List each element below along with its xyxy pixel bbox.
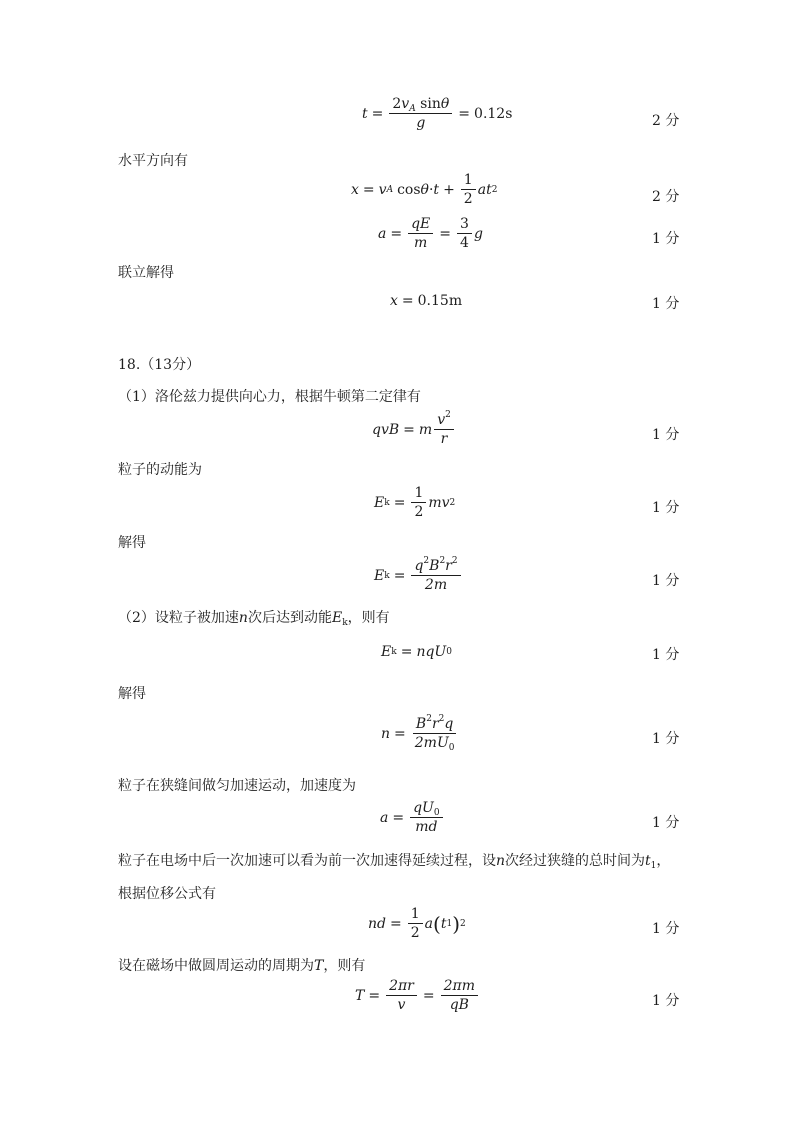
fraction: $\frac{2v_A \sin\theta}{g}$	[389, 96, 452, 131]
text-line: （1）洛伦兹力提供向心力，根据牛顿第二定律有	[118, 389, 421, 405]
equation-acceleration: a = $\frac{qE}{m}$ = $\frac{3}{4}$ g	[378, 216, 483, 251]
score: 1 分	[652, 921, 680, 937]
score: 1 分	[652, 296, 680, 312]
equation-slit-acceleration: a = $\frac{qU_0}{md}$	[380, 800, 445, 835]
equation-kinetic: E k = $\frac{1}{2}$ mv 2	[374, 485, 456, 520]
text-line: 根据位移公式有	[118, 886, 216, 902]
equation-x-result: x = 0.15m	[390, 293, 463, 309]
equation-displacement: nd = $\frac{1}{2}$ a ( t 1 ) 2	[368, 906, 466, 941]
score: 1 分	[652, 573, 680, 589]
text-line: 联立解得	[118, 265, 174, 281]
equation-lorentz: qvB = m $\frac{v^2}{r}$	[372, 412, 456, 447]
text-line: 水平方向有	[118, 153, 188, 169]
text-line: （2）设粒子被加速n次后达到动能$E_k$，则有	[118, 610, 390, 628]
equation-period: T = $\frac{2\pi r}{v}$ = $\frac{2\pi m}{qB}$	[355, 978, 480, 1013]
equation-energy-gain: E k = nqU 0	[381, 644, 452, 660]
text-line: 设在磁场中做圆周运动的周期为T，则有	[118, 958, 366, 974]
score: 1 分	[652, 500, 680, 516]
text-line: 解得	[118, 686, 146, 702]
score: 2 分	[652, 113, 680, 129]
text-line: 粒子在电场中后一次加速可以看为前一次加速得延续过程，设n次经过狭缝的总时间为$t_1$，	[118, 853, 671, 871]
score: 1 分	[652, 731, 680, 747]
equation-n-result: n = $\frac{B^2r^2q}{2mU_0}$	[381, 714, 455, 753]
text-line: 粒子的动能为	[118, 462, 202, 478]
score: 1 分	[652, 231, 680, 247]
equation-flight-time: t = $\frac{2v_A \sin\theta}{g}$ = 0.12s	[362, 96, 513, 131]
score: 1 分	[652, 647, 680, 663]
text-line: 解得	[118, 535, 146, 551]
score: 1 分	[652, 815, 680, 831]
equation-horizontal-displacement: x = v A cos θ · t + $\frac{1}{2}$ at 2	[351, 172, 498, 207]
question-header: 18.（13分）	[118, 357, 201, 373]
score: 1 分	[652, 427, 680, 443]
text-line: 粒子在狭缝间做匀加速运动，加速度为	[118, 778, 356, 794]
score: 2 分	[652, 189, 680, 205]
score: 1 分	[652, 993, 680, 1009]
equation-kinetic-result: E k = $\frac{q^2B^2r^2}{2m}$	[374, 558, 463, 593]
